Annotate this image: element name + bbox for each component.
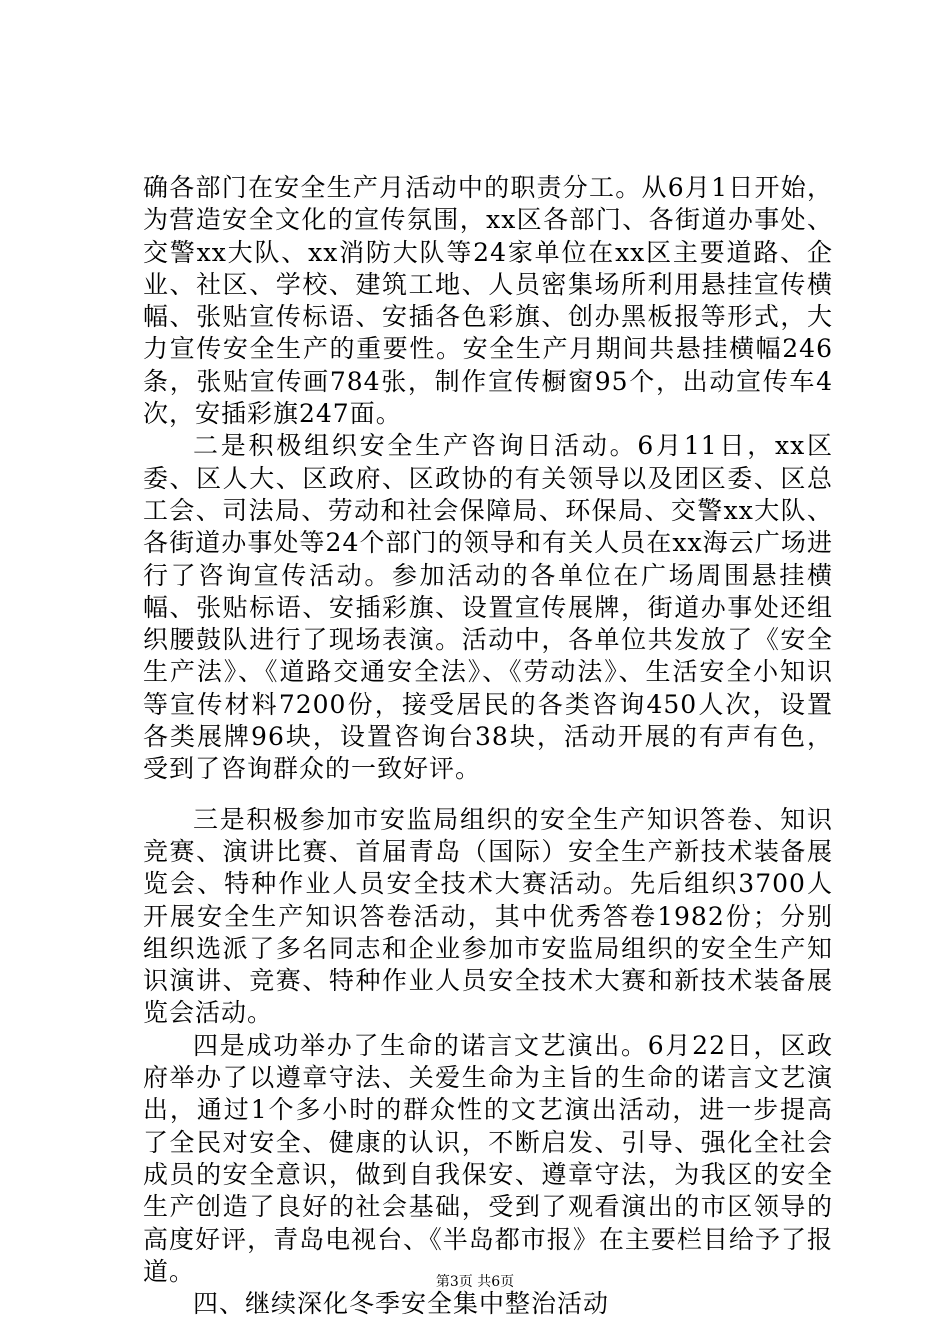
paragraph-gap [143,786,833,804]
document-body [143,172,833,1320]
paragraph-consultation-day: 二是积极组织安全生产咨询日活动。6月11日，xx区委、区人大、区政府、区政协的有关领导以及团区委、区总工会、司法局、劳动和社会保障局、环保局、交警xx大队、各街道办事处等24个部门的领导和有关人员在xx海云广场进行了咨询宣传活动。参加活动的各单位在广场周围悬挂横幅、张贴标语、安插彩旗、设置宣传展牌，街道办事处还组织腰鼓队进行了现场表演。活动中，各单位共发放了《安全生产法》、《道路交通安全法》、《劳动法》、生活安全小知识等宣传材料7200份，接受居民的各类咨询450人次，设置各类展牌96块，设置咨询台38块，活动开展的有声有色，受到了咨询群众的一致好评。 [143,431,833,784]
page-number: 第3页 共6页 [435,1274,515,1290]
section-heading-winter-safety: 四、继续深化冬季安全集中整治活动 [193,1289,610,1319]
paragraph-knowledge-contest: 三是积极参加市安监局组织的安全生产知识答卷、知识竞赛、演讲比赛、首届青岛（国际）安全生产新技术装备展览会、特种作业人员安全技术大赛活动。先后组织3700人开展安全生产知识答卷活动，其中优秀答卷1982份；分别组织选派了多名同志和企业参加市安监局组织的安全生产知识演讲、竞赛、特种作业人员安全技术大赛和新技术装备展览会活动。 [143,804,833,1028]
paragraph-performance: 四是成功举办了生命的诺言文艺演出。6月22日，区政府举办了以遵章守法、关爱生命为主旨的生命的诺言文艺演出，通过1个多小时的群众性的文艺演出活动，进一步提高了全民对安全、健康的认识，不断启发、引导、强化全社会成员的安全意识，做到自我保安、遵章守法，为我区的安全生产创造了良好的社会基础，受到了观看演出的市区领导的高度好评，青岛电视台、《半岛都市报》在主要栏目给予了报道。 [143,1030,833,1286]
paragraph-continuation: 确各部门在安全生产月活动中的职责分工。从6月1日开始，为营造安全文化的宣传氛围，xx区各部门、各街道办事处、交警xx大队、xx消防大队等24家单位在xx区主要道路、企业、社区、学校、建筑工地、人员密集场所利用悬挂宣传横幅、张贴宣传标语、安插各色彩旗、创办黑板报等形式，大力宣传安全生产的重要性。安全生产月期间共悬挂横幅246条，张贴宣传画784张，制作宣传橱窗95个，出动宣传车4次，安插彩旗247面。 [143,173,833,429]
